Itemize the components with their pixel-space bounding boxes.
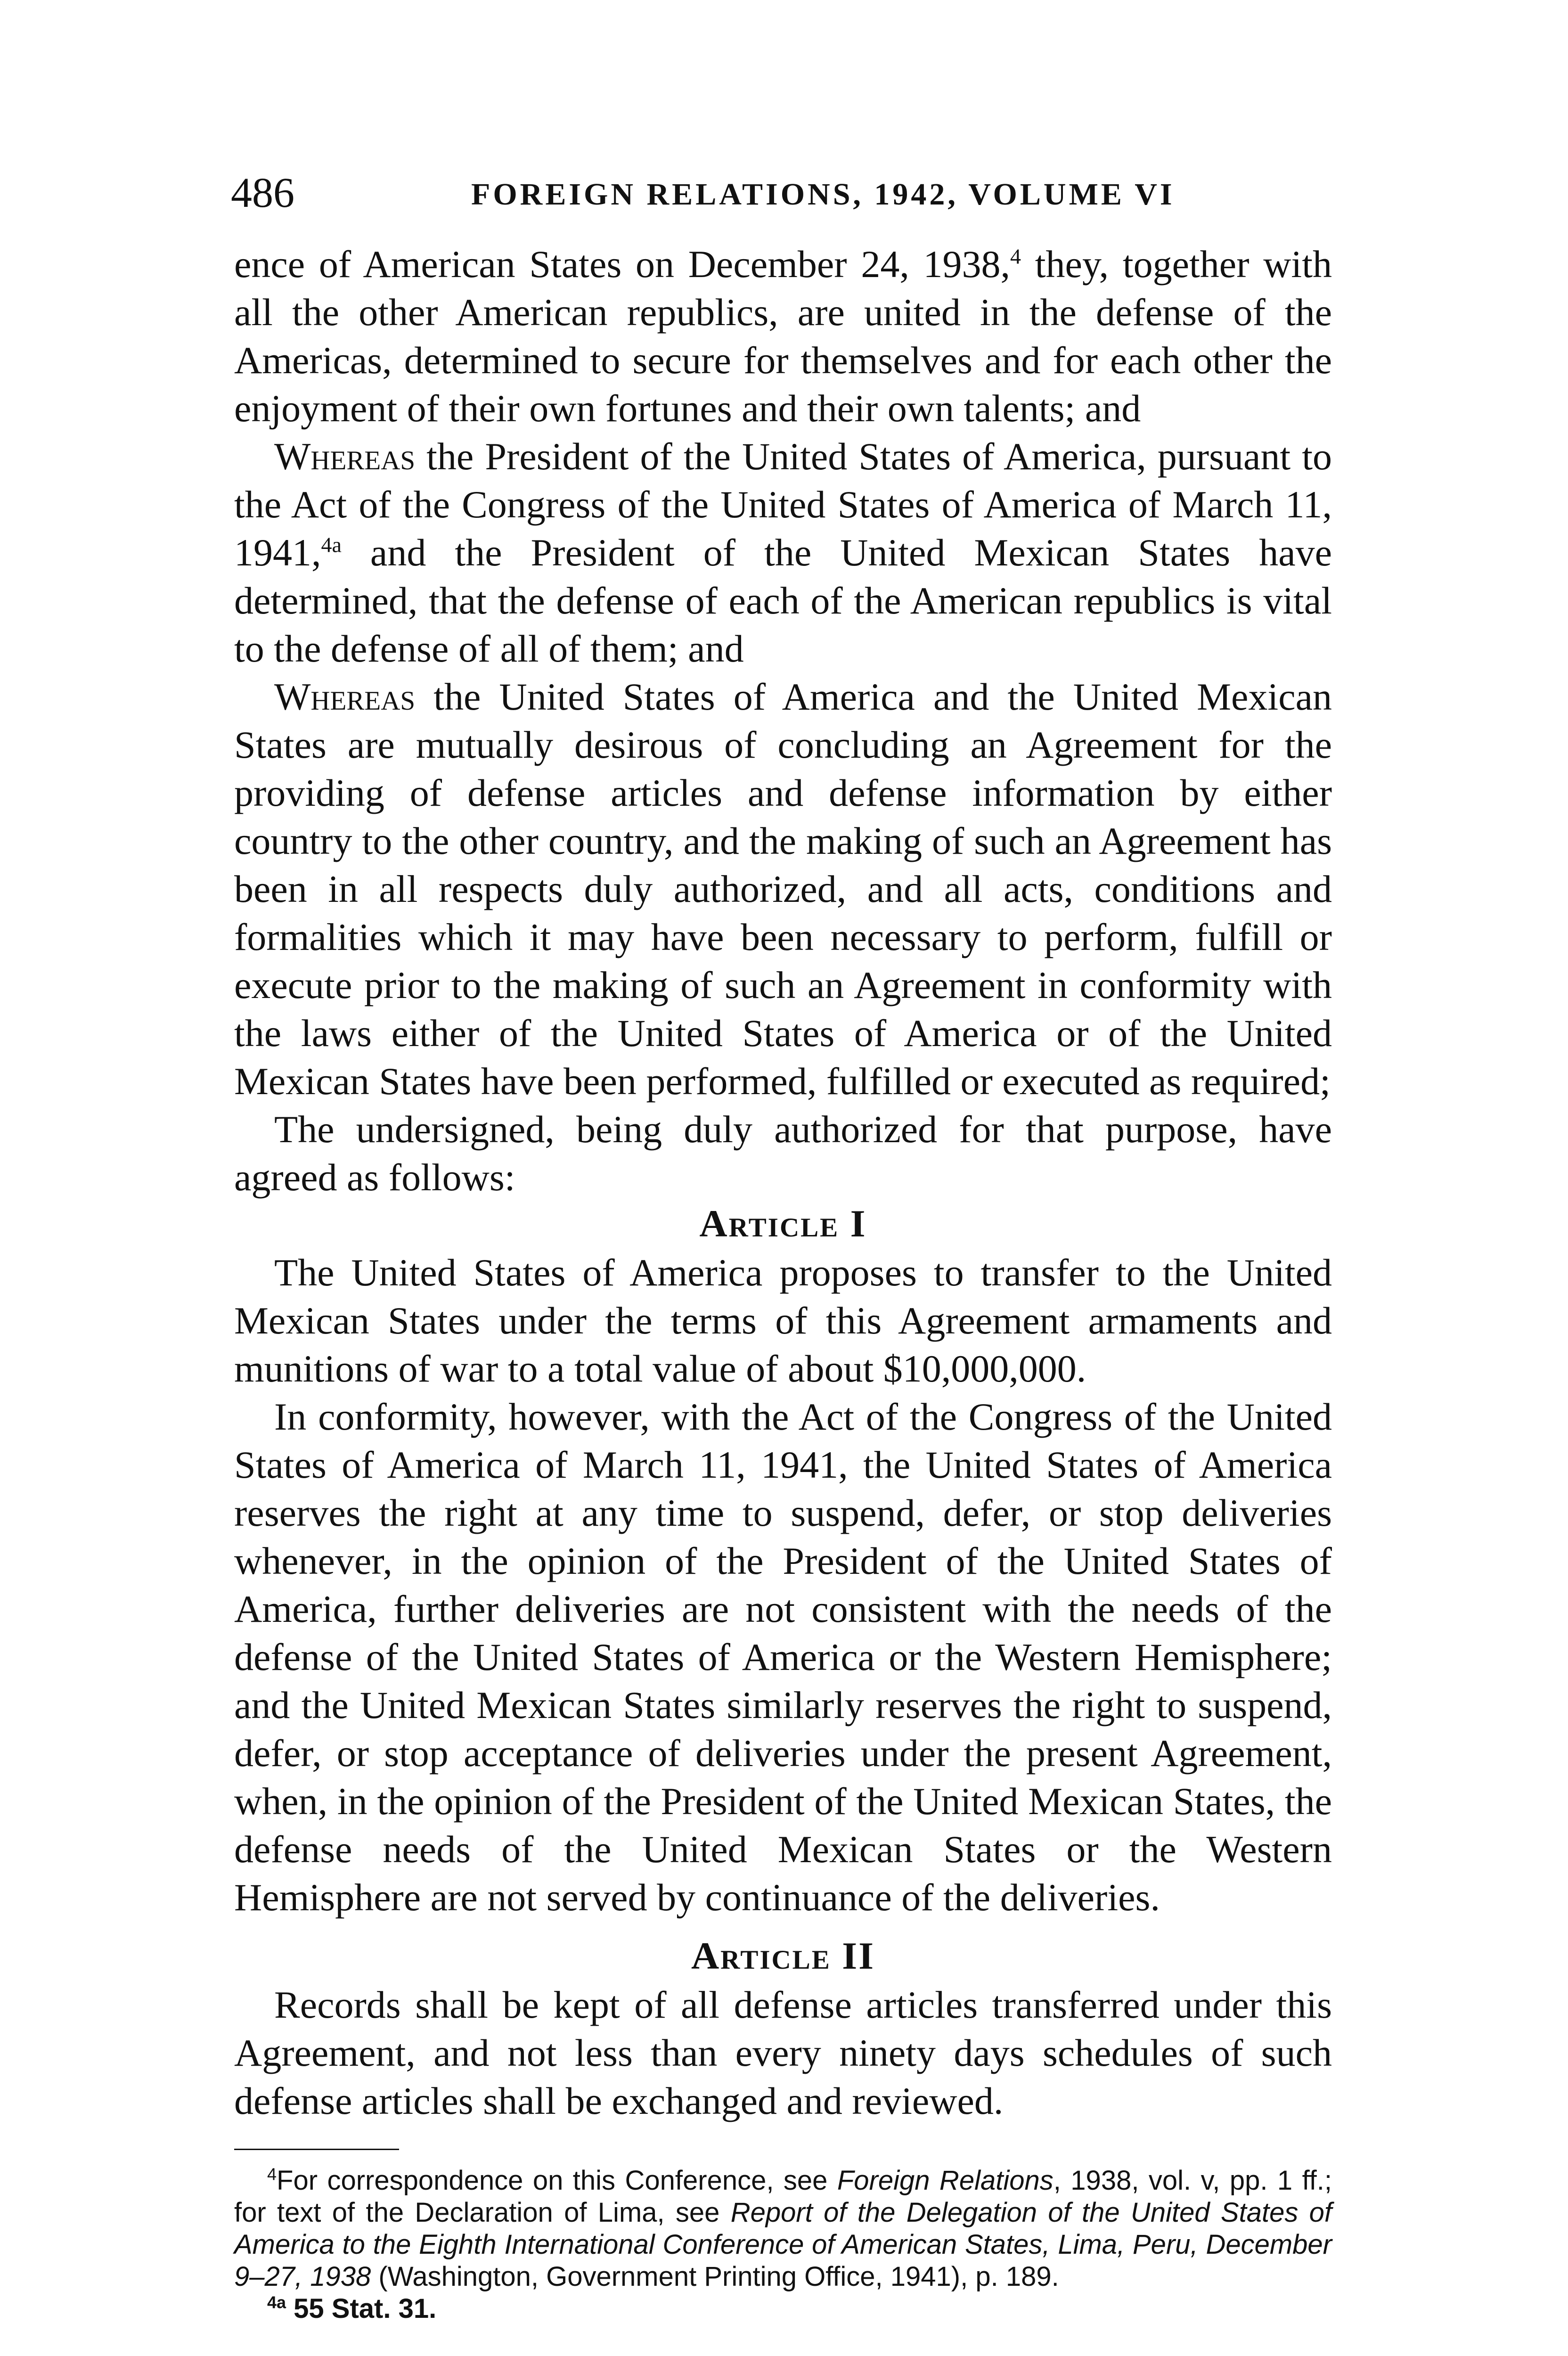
running-head: FOREIGN RELATIONS, 1942, VOLUME VI: [471, 177, 1175, 212]
paragraph: Records shall be kept of all defense articles transferred under this Agreement, and not less than every ninety days schedules of such defense articles shall be exchanged and reviewed.: [234, 1983, 1332, 2122]
whereas-lead: Whereas: [274, 435, 416, 478]
footnote-text: 55 Stat. 31.: [286, 2293, 437, 2324]
footnote-italic-text: Foreign Relations: [837, 2165, 1054, 2196]
paragraph-text: they, together with all the other American republics, are united in the defense of the Americas, determined to secure for themselves and for each other the enjoyment of their own fortunes and their own talents; and: [234, 243, 1332, 430]
paragraph-text: ence of American States on December 24, 1938,: [234, 243, 1011, 286]
paragraph: The undersigned, being duly authorized for that purpose, have agreed as follows:: [234, 1108, 1332, 1199]
footnote: [234, 2165, 1332, 2293]
article-heading: Article I: [699, 1202, 867, 1245]
footnote-divider: [234, 2149, 399, 2150]
paragraph-text: and the President of the United Mexican States have determined, that the defense of each of the American republics is vital to the defense of all of them; and: [234, 531, 1332, 670]
page-number: 486: [231, 170, 294, 216]
footnote-italic-text: Report of the Delegation of the United States of America to the Eighth International Conference of American States, Lima, Peru, December 9–27, 1938: [234, 2197, 1332, 2292]
footnote-marker: 4a: [267, 2292, 286, 2312]
whereas-lead: Whereas: [274, 675, 416, 718]
footnote-marker: 4: [267, 2164, 277, 2184]
footnote-text: For correspondence on this Conference, see: [277, 2165, 837, 2196]
article-heading: Article II: [691, 1934, 875, 1977]
footnotes: [234, 2165, 1332, 2325]
paragraph: The United States of America proposes to transfer to the United Mexican States under the terms of this Agreement armaments and munitions of war to a total value of about $10,000,000.: [234, 1251, 1332, 1390]
paragraph-text: the United States of America and the United Mexican States are mutually desirous of concluding an Agreement for the providing of defense articles and defense information by either country to the other country, and the making of such an Agreement has been in all respects duly authorized, and all acts, conditions and formalities which it may have been necessary to perform, fulfill or execute prior to the making of such an Agreement in conformity with the laws either of the United States of America or of the United Mexican States have been performed, fulfilled or executed as required;: [234, 675, 1332, 1103]
document-body: [234, 240, 1332, 2125]
paragraph: [234, 433, 1332, 673]
page-header: [231, 167, 1338, 219]
footnote-reference: 4a: [321, 532, 342, 557]
footnote-text: , 1938, vol. v, pp. 1 ff.; for text of the Declaration of Lima, see: [234, 2165, 1332, 2228]
footnote: [234, 2293, 1332, 2325]
paragraph-text: the President of the United States of America, pursuant to the Act of the Congress of the United States of America of March 11, 1941,: [234, 435, 1332, 574]
paragraph: [234, 673, 1332, 1105]
paragraph: [234, 240, 1332, 433]
footnote-reference: 4: [1010, 244, 1021, 269]
footnote-text: (Washington, Government Printing Office, 1941), p. 189.: [371, 2261, 1059, 2292]
paragraph: In conformity, however, with the Act of the Congress of the United States of America of March 11, 1941, the United States of America reserves the right at any time to suspend, defer, or stop deliveries whenever, in the opinion of the President of the United States of America, further deliveries are not consistent with the needs of the defense of the United States of America or the Western Hemisphere; and the United Mexican States similarly reserves the right to suspend, defer, or stop acceptance of deliveries under the present Agreement, when, in the opinion of the President of the United Mexican States, the defense needs of the United Mexican States or the Western Hemisphere are not served by continuance of the deliveries.: [234, 1395, 1332, 1919]
